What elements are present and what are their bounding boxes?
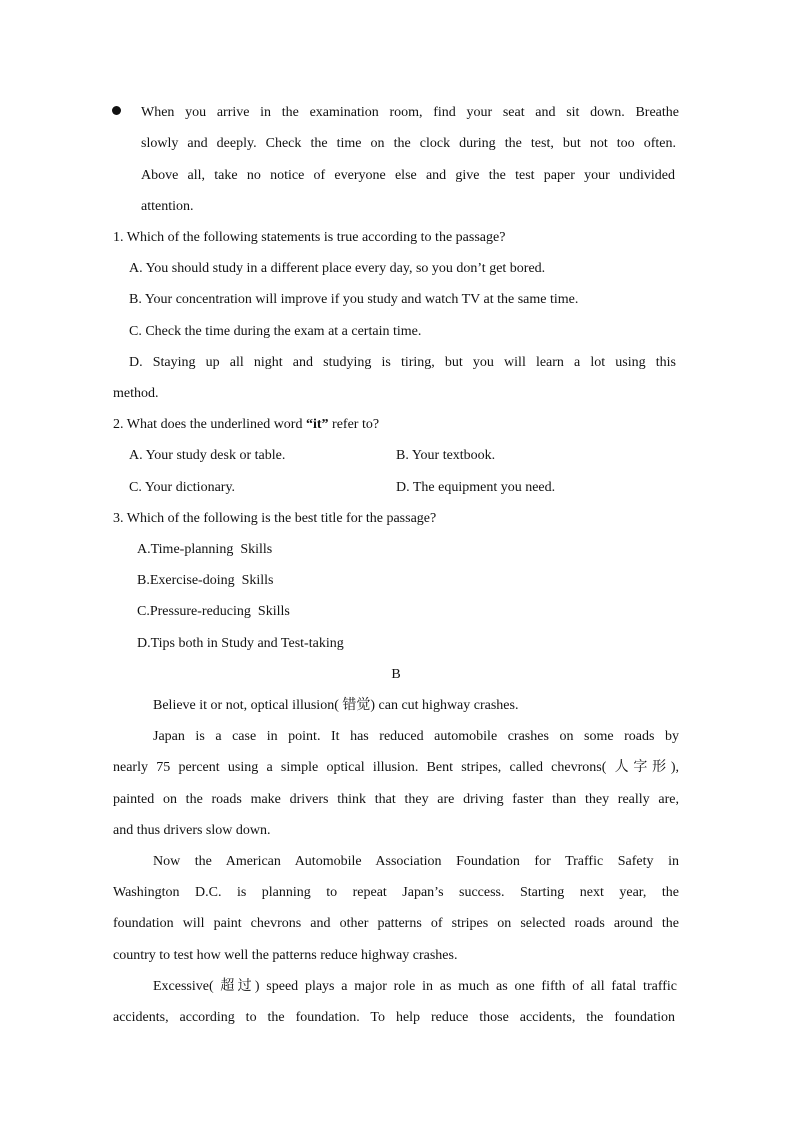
question-1-option-a: A. You should study in a different place every day, so you don’t get bored. bbox=[129, 261, 546, 276]
section-b-heading: B bbox=[391, 667, 401, 682]
section-b-paragraph-3-line-1: Now the American Automobile Association Foundation for Traffic Safety in bbox=[153, 854, 679, 869]
bullet-line-4: attention. bbox=[141, 199, 194, 214]
section-b-paragraph-3-line-3: foundation will paint chevrons and other patterns of stripes on selected roads around the bbox=[113, 916, 679, 931]
question-3-option-b: B.Exercise-doing Skills bbox=[137, 573, 274, 588]
bullet-line-3: Above all, take no notice of everyone else and give the test paper your undivided bbox=[141, 168, 675, 183]
question-3-stem: 3. Which of the following is the best title for the passage? bbox=[113, 511, 437, 526]
question-2-stem bbox=[113, 415, 679, 435]
question-2-stem-post: refer to? bbox=[328, 417, 380, 432]
bullet-icon bbox=[112, 106, 121, 115]
question-2-option-c: C. Your dictionary. bbox=[129, 480, 236, 495]
question-1-option-d: D. Staying up all night and studying is tiring, but you will learn a lot using this bbox=[129, 355, 676, 370]
section-b-paragraph-3-line-2: Washington D.C. is planning to repeat Japan’s success. Starting next year, the bbox=[113, 885, 679, 900]
question-2-stem-pre: 2. What does the underlined word bbox=[113, 417, 306, 432]
question-2-option-b: B. Your textbook. bbox=[396, 448, 496, 463]
question-2-option-d: D. The equipment you need. bbox=[396, 480, 556, 495]
question-2-option-a: A. Your study desk or table. bbox=[129, 448, 286, 463]
section-b-paragraph-2-line-3: painted on the roads make drivers think that they are driving faster than they really are, bbox=[113, 792, 679, 807]
section-b-paragraph-2-line-4: and thus drivers slow down. bbox=[113, 823, 271, 838]
question-2-stem-bold: “it” bbox=[305, 417, 329, 432]
section-b-paragraph-4-line-1: Excessive( 超过) speed plays a major role in as much as one fifth of all fatal traffic bbox=[153, 979, 677, 994]
question-1-option-c: C. Check the time during the exam at a certain time. bbox=[129, 324, 422, 339]
question-1-stem: 1. Which of the following statements is true according to the passage? bbox=[113, 230, 506, 245]
bullet-line-1: When you arrive in the examination room, find your seat and sit down. Breathe bbox=[141, 105, 679, 120]
question-3-option-c: C.Pressure-reducing Skills bbox=[137, 604, 290, 619]
section-b-paragraph-4-line-2: accidents, according to the foundation. To help reduce those accidents, the foundation bbox=[113, 1010, 675, 1025]
question-1-option-d-cont: method. bbox=[113, 386, 159, 401]
section-b-paragraph-3-line-4: country to test how well the patterns reduce highway crashes. bbox=[113, 948, 458, 963]
bullet-line-2: slowly and deeply. Check the time on the clock during the test, but not too often. bbox=[141, 136, 676, 151]
question-3-option-d: D.Tips both in Study and Test-taking bbox=[137, 636, 344, 651]
question-3-option-a: A.Time-planning Skills bbox=[137, 542, 273, 557]
question-1-option-b: B. Your concentration will improve if you study and watch TV at the same time. bbox=[129, 292, 579, 307]
section-b-paragraph-2-line-1: Japan is a case in point. It has reduced automobile crashes on some roads by bbox=[153, 729, 679, 744]
section-b-paragraph-1: Believe it or not, optical illusion( 错觉) can cut highway crashes. bbox=[153, 698, 519, 713]
section-b-paragraph-2-line-2: nearly 75 percent using a simple optical illusion. Bent stripes, called chevrons( 人字形), bbox=[113, 760, 679, 775]
